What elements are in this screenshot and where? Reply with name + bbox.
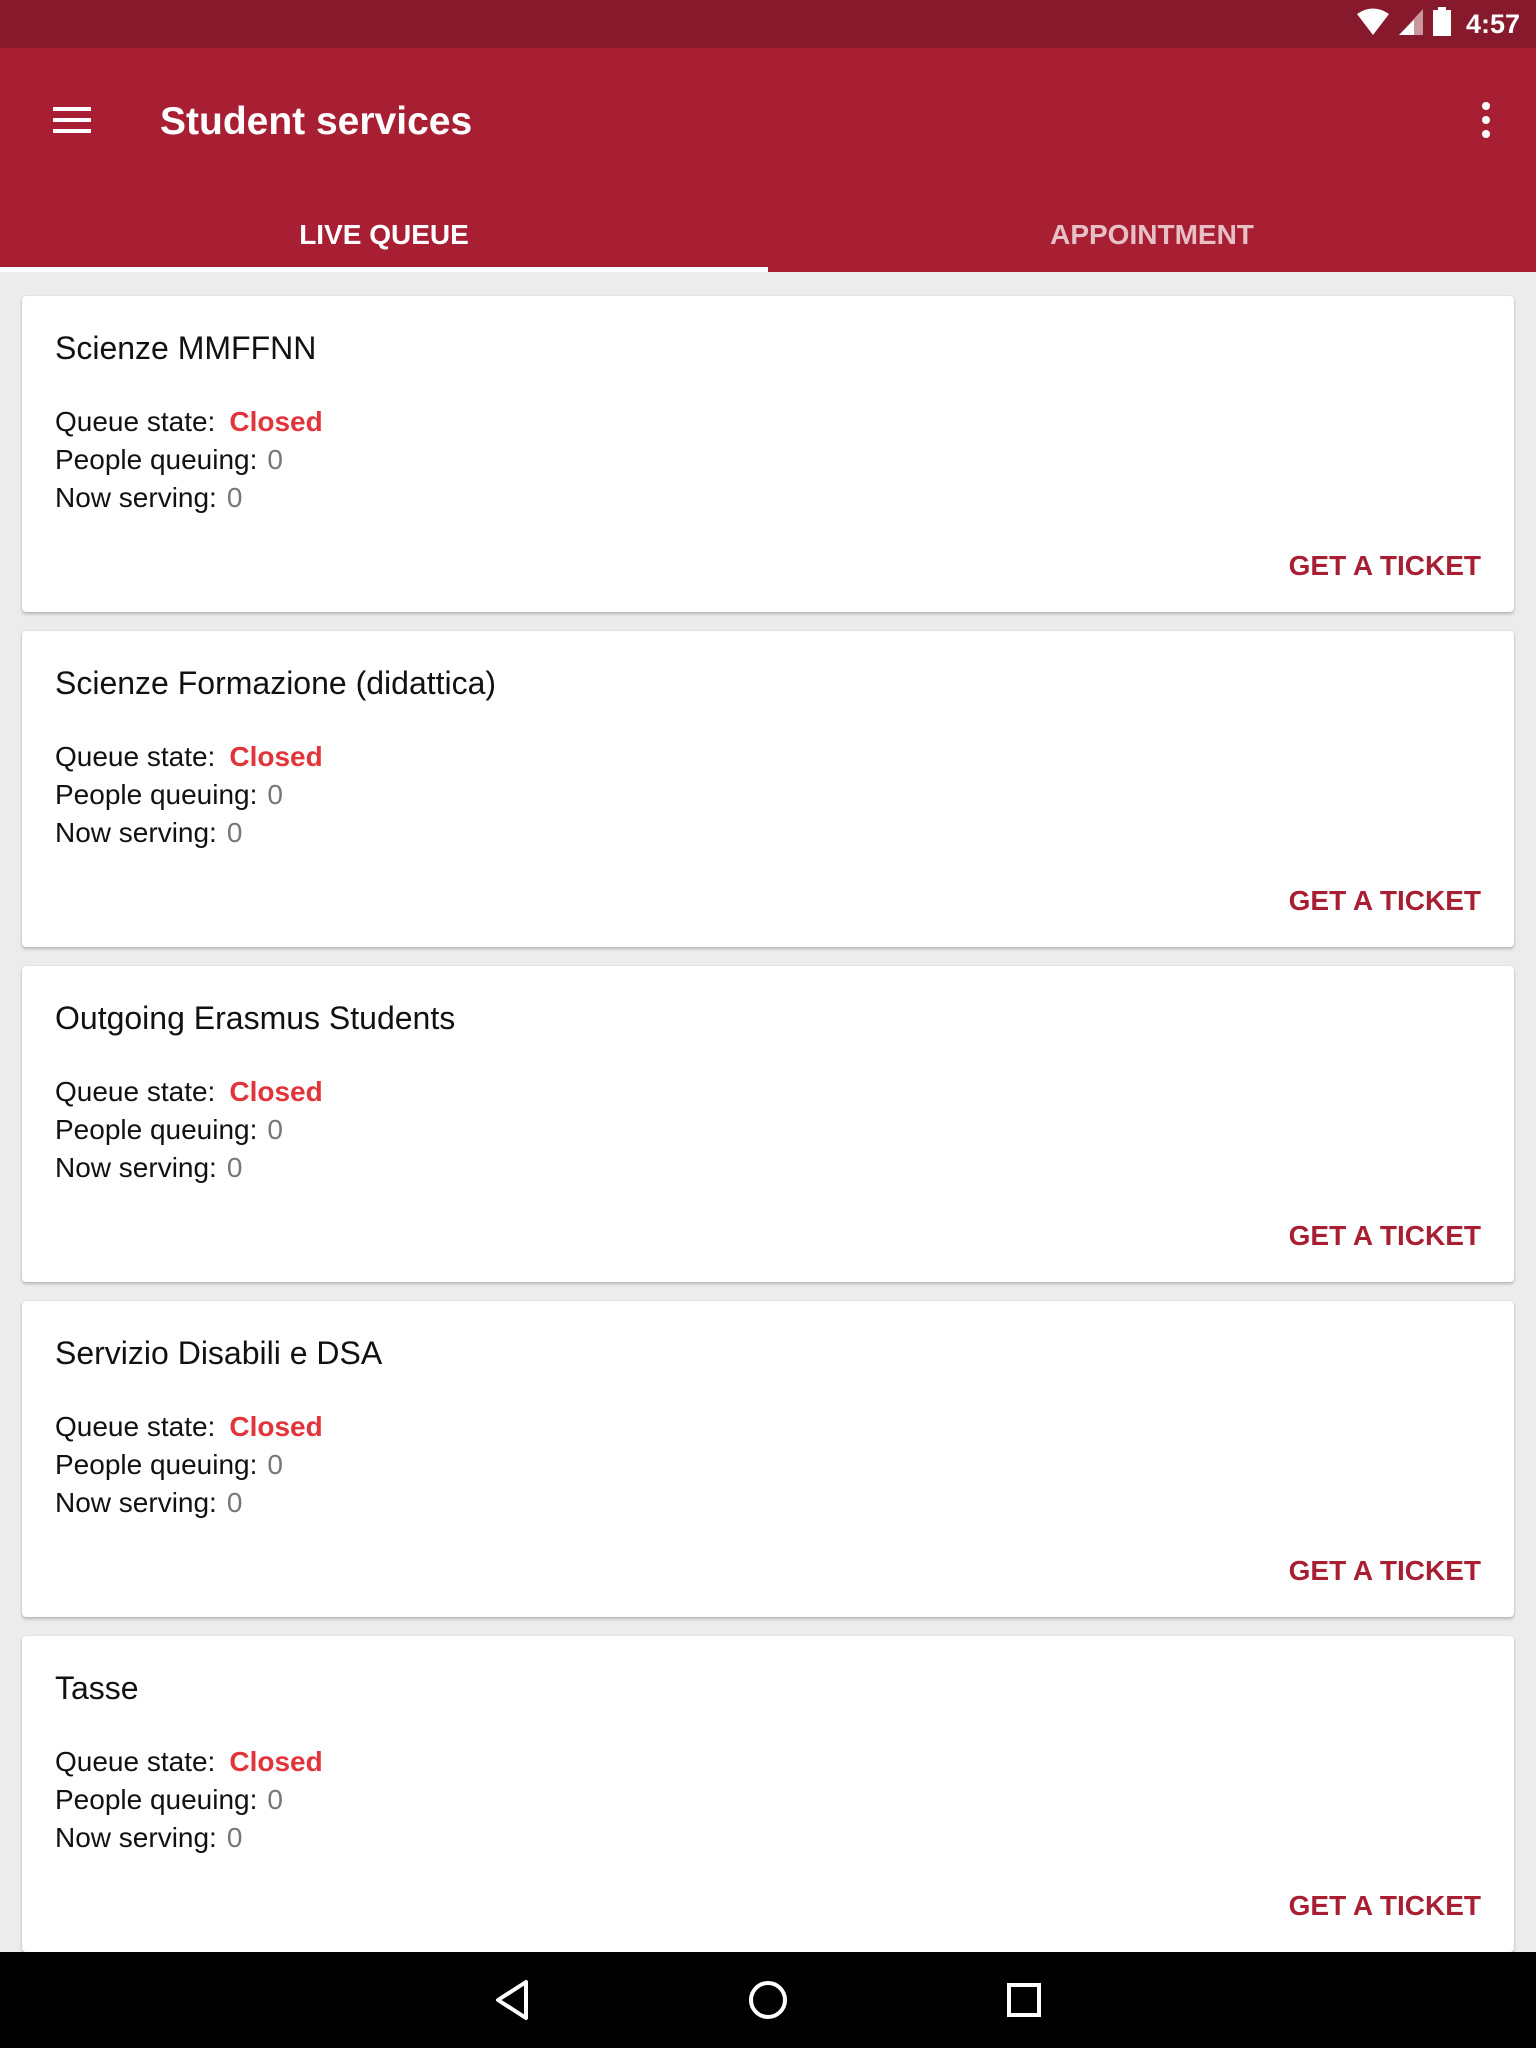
more-vert-icon[interactable] [1454,88,1518,152]
queue-state-label: Queue state: [55,1411,216,1442]
hamburger-menu-icon [53,107,91,133]
now-serving-value: 0 [226,1822,243,1853]
queue-name: Tasse [55,1670,139,1706]
now-serving-label: Now serving: [55,1822,217,1853]
queue-name: Scienze MMFFNN [55,330,317,366]
people-queuing-value: 0 [267,444,283,475]
now-serving-label: Now serving: [55,1487,217,1518]
recents-icon[interactable] [976,1952,1072,2048]
queue-state-value: Closed [229,1076,323,1107]
queue-state-value: Closed [229,1746,323,1777]
queue-state-value: Closed [229,406,323,437]
queue-card [22,631,1514,947]
now-serving-value: 0 [226,1487,243,1518]
now-serving-row [55,1152,242,1184]
back-icon[interactable] [464,1952,560,2048]
now-serving-value: 0 [226,1152,243,1183]
queue-state-label: Queue state: [55,406,216,437]
people-queuing-label: People queuing: [55,1449,258,1480]
queue-card [22,296,1514,612]
people-queuing-label: People queuing: [55,1114,258,1145]
tab-appointment[interactable] [768,198,1536,272]
now-serving-value: 0 [226,817,243,848]
tab-label: LIVE QUEUE [299,219,469,250]
now-serving-row [55,1487,242,1519]
queue-card [22,1636,1514,1952]
now-serving-row [55,482,242,514]
queue-state-row [55,1076,323,1108]
tab-bar [0,198,1536,272]
queue-name: Servizio Disabili e DSA [55,1335,383,1371]
queue-card [22,1301,1514,1617]
get-ticket-button[interactable]: GET A TICKET [1288,1220,1481,1251]
navigation-bar [0,1952,1536,2048]
people-queuing-label: People queuing: [55,444,258,475]
tab-indicator [0,267,768,272]
now-serving-label: Now serving: [55,482,217,513]
get-ticket-button[interactable]: GET A TICKET [1288,1890,1481,1921]
home-icon[interactable] [720,1952,816,2048]
tab-label: APPOINTMENT [1050,219,1254,250]
queue-state-label: Queue state: [55,1746,216,1777]
app-bar [0,48,1536,272]
queue-state-row [55,741,323,773]
now-serving-label: Now serving: [55,817,217,848]
now-serving-value: 0 [226,482,243,513]
queue-state-row [55,1411,323,1443]
cell-signal-icon [1398,8,1424,41]
people-queuing-label: People queuing: [55,1784,258,1815]
people-queuing-value: 0 [267,779,283,810]
wifi-icon [1356,8,1390,41]
people-queuing-row [55,1114,283,1146]
queue-state-value: Closed [229,741,323,772]
queue-state-value: Closed [229,1411,323,1442]
people-queuing-value: 0 [267,1784,283,1815]
get-ticket-button[interactable]: GET A TICKET [1288,885,1481,916]
queue-state-label: Queue state: [55,741,216,772]
menu-button[interactable] [40,88,104,152]
people-queuing-label: People queuing: [55,779,258,810]
page-title: Student services [160,100,473,143]
people-queuing-row [55,1784,283,1816]
status-icons [1356,0,1520,48]
people-queuing-row [55,444,283,476]
now-serving-row [55,1822,242,1854]
queue-state-label: Queue state: [55,1076,216,1107]
get-ticket-button[interactable]: GET A TICKET [1288,1555,1481,1586]
queue-card [22,966,1514,1282]
queue-name: Outgoing Erasmus Students [55,1000,456,1036]
now-serving-label: Now serving: [55,1152,217,1183]
queue-state-row [55,1746,323,1778]
queue-state-row [55,406,323,438]
people-queuing-value: 0 [267,1449,283,1480]
queue-list [22,296,1514,1971]
people-queuing-value: 0 [267,1114,283,1145]
people-queuing-row [55,1449,283,1481]
people-queuing-row [55,779,283,811]
battery-icon [1432,7,1452,42]
tab-live-queue[interactable] [0,198,768,272]
status-time: 4:57 [1465,8,1520,39]
now-serving-row [55,817,242,849]
status-bar [0,0,1536,48]
get-ticket-button[interactable]: GET A TICKET [1288,550,1481,581]
queue-name: Scienze Formazione (didattica) [55,665,497,701]
